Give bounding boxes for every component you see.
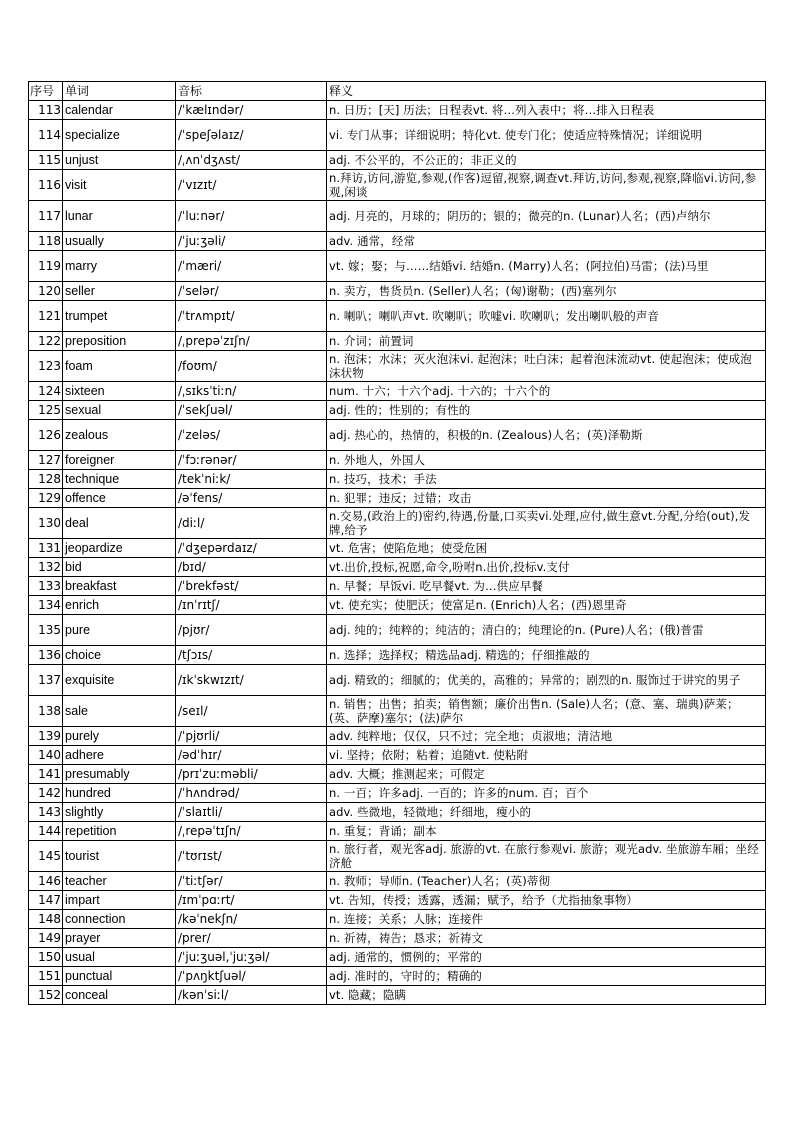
row-word: hundred — [63, 784, 176, 803]
row-number: 126 — [29, 420, 63, 451]
row-word: enrich — [63, 596, 176, 615]
row-word: sale — [63, 696, 176, 727]
table-row — [29, 332, 766, 351]
row-number: 125 — [29, 401, 63, 420]
row-phonetic: /ˈhʌndrəd/ — [176, 784, 327, 803]
table-row — [29, 508, 766, 539]
table-row — [29, 765, 766, 784]
row-phonetic: /ˈjuːʒuəl,ˈjuːʒəl/ — [176, 948, 327, 967]
row-number: 113 — [29, 101, 63, 120]
row-definition: n. 泡沫；水沫；灭火泡沫vi. 起泡沫；吐白沫；起着泡沫流动vt. 使起泡沫；使成泡沫状物 — [327, 351, 766, 382]
table-body — [29, 101, 766, 1005]
row-phonetic: /seɪl/ — [176, 696, 327, 727]
row-word: specialize — [63, 120, 176, 151]
row-definition: n. 喇叭；喇叭声vt. 吹喇叭；吹嘘vi. 吹喇叭；发出喇叭般的声音 — [327, 301, 766, 332]
row-word: seller — [63, 282, 176, 301]
row-number: 118 — [29, 232, 63, 251]
row-word: foreigner — [63, 451, 176, 470]
row-phonetic: /ˈfɔːrənər/ — [176, 451, 327, 470]
row-phonetic: /ˈtiːtʃər/ — [176, 872, 327, 891]
row-definition: adv. 通常，经常 — [327, 232, 766, 251]
row-phonetic: /ˈpjʊrli/ — [176, 727, 327, 746]
row-word: exquisite — [63, 665, 176, 696]
row-word: deal — [63, 508, 176, 539]
table-row — [29, 986, 766, 1005]
row-phonetic: /ˈjuːʒəli/ — [176, 232, 327, 251]
row-number: 146 — [29, 872, 63, 891]
row-definition: adj. 准时的，守时的；精确的 — [327, 967, 766, 986]
row-phonetic: /bɪd/ — [176, 558, 327, 577]
row-definition: vt. 告知，传授；透露，透漏；赋予，给予（尤指抽象事物） — [327, 891, 766, 910]
row-number: 136 — [29, 646, 63, 665]
row-definition: adj. 月亮的，月球的；阴历的；银的；微亮的n. (Lunar)人名；(西)卢纳尔 — [327, 201, 766, 232]
row-number: 142 — [29, 784, 63, 803]
row-definition: adj. 通常的，惯例的；平常的 — [327, 948, 766, 967]
table-row — [29, 784, 766, 803]
row-word: choice — [63, 646, 176, 665]
row-definition: vt. 危害；使陷危地；使受危困 — [327, 539, 766, 558]
table-row — [29, 929, 766, 948]
row-phonetic: /prɪˈzuːməbli/ — [176, 765, 327, 784]
row-phonetic: /ˌrepəˈtɪʃn/ — [176, 822, 327, 841]
row-definition: vi. 坚持；依附；粘着；追随vt. 使粘附 — [327, 746, 766, 765]
row-number: 138 — [29, 696, 63, 727]
row-phonetic: /ˈselər/ — [176, 282, 327, 301]
row-number: 121 — [29, 301, 63, 332]
table-row — [29, 301, 766, 332]
table-row — [29, 558, 766, 577]
row-definition: n. 介词；前置词 — [327, 332, 766, 351]
row-definition: n. 日历；[天] 历法；日程表vt. 将…列入表中；将…排入日程表 — [327, 101, 766, 120]
table-row — [29, 646, 766, 665]
row-word: adhere — [63, 746, 176, 765]
row-definition: vt. 嫁；娶；与……结婚vi. 结婚n. (Marry)人名；(阿拉伯)马雷；(法)马里 — [327, 251, 766, 282]
row-definition: n. 一百；许多adj. 一百的；许多的num. 百；百个 — [327, 784, 766, 803]
row-word: connection — [63, 910, 176, 929]
table-row — [29, 822, 766, 841]
row-number: 148 — [29, 910, 63, 929]
row-number: 131 — [29, 539, 63, 558]
table-header-row — [29, 82, 766, 101]
row-definition: n. 外地人，外国人 — [327, 451, 766, 470]
row-word: visit — [63, 170, 176, 201]
row-definition: vt.出价,投标,祝愿,命令,吩咐n.出价,投标v.支付 — [327, 558, 766, 577]
row-definition: adv. 些微地，轻微地；纤细地，瘦小的 — [327, 803, 766, 822]
row-word: marry — [63, 251, 176, 282]
table-row — [29, 120, 766, 151]
row-definition: n. 旅行者，观光客adj. 旅游的vt. 在旅行参观vi. 旅游；观光adv. 坐旅游车厢；坐经济舱 — [327, 841, 766, 872]
row-number: 132 — [29, 558, 63, 577]
table-row — [29, 101, 766, 120]
row-word: repetition — [63, 822, 176, 841]
table-row — [29, 470, 766, 489]
table-row — [29, 282, 766, 301]
row-definition: vt. 隐藏；隐瞒 — [327, 986, 766, 1005]
row-phonetic: /ɪnˈrɪtʃ/ — [176, 596, 327, 615]
table-row — [29, 382, 766, 401]
row-phonetic: /ˈpʌŋktʃuəl/ — [176, 967, 327, 986]
table-row — [29, 841, 766, 872]
row-number: 139 — [29, 727, 63, 746]
table-row — [29, 803, 766, 822]
row-number: 134 — [29, 596, 63, 615]
row-word: foam — [63, 351, 176, 382]
row-phonetic: /ˌsɪksˈtiːn/ — [176, 382, 327, 401]
row-definition: adv. 大概；推测起来；可假定 — [327, 765, 766, 784]
row-number: 144 — [29, 822, 63, 841]
table-row — [29, 170, 766, 201]
table-row — [29, 967, 766, 986]
row-phonetic: /ˈkælɪndər/ — [176, 101, 327, 120]
header-phonetic: 音标 — [176, 82, 327, 101]
row-word: presumably — [63, 765, 176, 784]
row-number: 124 — [29, 382, 63, 401]
row-phonetic: /ədˈhɪr/ — [176, 746, 327, 765]
row-phonetic: /tekˈniːk/ — [176, 470, 327, 489]
row-word: prayer — [63, 929, 176, 948]
row-definition: adv. 纯粹地；仅仅，只不过；完全地；贞淑地；清洁地 — [327, 727, 766, 746]
row-phonetic: /ˈmæri/ — [176, 251, 327, 282]
row-word: punctual — [63, 967, 176, 986]
row-word: trumpet — [63, 301, 176, 332]
row-phonetic: /ˈdʒepərdaɪz/ — [176, 539, 327, 558]
row-definition: n.交易,(政治上的)密约,待遇,份量,口买卖vi.处理,应付,做生意vt.分配,分给(out),发牌,给予 — [327, 508, 766, 539]
row-word: impart — [63, 891, 176, 910]
row-word: bid — [63, 558, 176, 577]
row-number: 151 — [29, 967, 63, 986]
row-phonetic: /ˈspeʃəlaɪz/ — [176, 120, 327, 151]
header-definition: 释义 — [327, 82, 766, 101]
row-phonetic: /ɪmˈpɑːrt/ — [176, 891, 327, 910]
row-number: 145 — [29, 841, 63, 872]
row-phonetic: /əˈfens/ — [176, 489, 327, 508]
table-row — [29, 251, 766, 282]
vocabulary-table — [28, 81, 766, 1005]
row-definition: n. 销售；出售；拍卖；销售额；廉价出售n. (Sale)人名；(意、塞、瑞典)萨莱；(英、萨摩)塞尔；(法)萨尔 — [327, 696, 766, 727]
row-number: 141 — [29, 765, 63, 784]
row-phonetic: /ˈbrekfəst/ — [176, 577, 327, 596]
row-definition: adj. 性的；性别的；有性的 — [327, 401, 766, 420]
table-row — [29, 746, 766, 765]
row-phonetic: /kəˈnekʃn/ — [176, 910, 327, 929]
table-row — [29, 151, 766, 170]
row-phonetic: /pjʊr/ — [176, 615, 327, 646]
table-row — [29, 201, 766, 232]
row-phonetic: /ɪkˈskwɪzɪt/ — [176, 665, 327, 696]
row-number: 133 — [29, 577, 63, 596]
row-definition: n. 重复；背诵；副本 — [327, 822, 766, 841]
row-phonetic: /ˈtʊrɪst/ — [176, 841, 327, 872]
row-word: unjust — [63, 151, 176, 170]
row-number: 128 — [29, 470, 63, 489]
table-row — [29, 451, 766, 470]
row-word: offence — [63, 489, 176, 508]
row-number: 147 — [29, 891, 63, 910]
table-row — [29, 948, 766, 967]
row-word: calendar — [63, 101, 176, 120]
table-row — [29, 232, 766, 251]
row-definition: num. 十六；十六个adj. 十六的；十六个的 — [327, 382, 766, 401]
row-phonetic: /ˌprepəˈzɪʃn/ — [176, 332, 327, 351]
row-definition: n. 连接；关系；人脉；连接件 — [327, 910, 766, 929]
row-phonetic: /kənˈsiːl/ — [176, 986, 327, 1005]
row-number: 114 — [29, 120, 63, 151]
row-phonetic: /diːl/ — [176, 508, 327, 539]
row-word: lunar — [63, 201, 176, 232]
row-number: 127 — [29, 451, 63, 470]
row-definition: n.拜访,访问,游览,参观,(作客)逗留,视察,调查vt.拜访,访问,参观,视察,降临vi.访问,参观,闲谈 — [327, 170, 766, 201]
row-phonetic: /ˈvɪzɪt/ — [176, 170, 327, 201]
row-number: 149 — [29, 929, 63, 948]
row-definition: n. 早餐；早饭vi. 吃早餐vt. 为…供应早餐 — [327, 577, 766, 596]
row-definition: adj. 纯的；纯粹的；纯洁的；清白的；纯理论的n. (Pure)人名；(俄)普雷 — [327, 615, 766, 646]
row-phonetic: /ˈzeləs/ — [176, 420, 327, 451]
row-word: sixteen — [63, 382, 176, 401]
table-row — [29, 577, 766, 596]
table-row — [29, 420, 766, 451]
row-definition: n. 选择；选择权；精选品adj. 精选的；仔细推敲的 — [327, 646, 766, 665]
row-definition: adj. 不公平的，不公正的；非正义的 — [327, 151, 766, 170]
row-phonetic: /foʊm/ — [176, 351, 327, 382]
row-number: 135 — [29, 615, 63, 646]
row-number: 150 — [29, 948, 63, 967]
row-phonetic: /tʃɔɪs/ — [176, 646, 327, 665]
header-number: 序号 — [29, 82, 63, 101]
row-number: 129 — [29, 489, 63, 508]
table-row — [29, 696, 766, 727]
row-word: preposition — [63, 332, 176, 351]
row-word: pure — [63, 615, 176, 646]
row-definition: n. 技巧，技术；手法 — [327, 470, 766, 489]
row-number: 117 — [29, 201, 63, 232]
row-word: breakfast — [63, 577, 176, 596]
row-phonetic: /prer/ — [176, 929, 327, 948]
table-row — [29, 351, 766, 382]
row-number: 130 — [29, 508, 63, 539]
table-row — [29, 891, 766, 910]
row-word: technique — [63, 470, 176, 489]
row-number: 119 — [29, 251, 63, 282]
table-row — [29, 910, 766, 929]
header-word: 单词 — [63, 82, 176, 101]
row-definition: adj. 热心的，热情的，积极的n. (Zealous)人名；(英)泽勒斯 — [327, 420, 766, 451]
row-number: 143 — [29, 803, 63, 822]
row-phonetic: /ˈslaɪtli/ — [176, 803, 327, 822]
row-definition: adj. 精致的；细腻的；优美的，高雅的；异常的；剧烈的n. 服饰过于讲究的男子 — [327, 665, 766, 696]
row-phonetic: /ˈtrʌmpɪt/ — [176, 301, 327, 332]
row-number: 120 — [29, 282, 63, 301]
table-row — [29, 539, 766, 558]
row-number: 122 — [29, 332, 63, 351]
row-word: purely — [63, 727, 176, 746]
row-definition: n. 祈祷，祷告；恳求；祈祷文 — [327, 929, 766, 948]
row-phonetic: /ˌʌnˈdʒʌst/ — [176, 151, 327, 170]
row-word: slightly — [63, 803, 176, 822]
row-word: tourist — [63, 841, 176, 872]
table-row — [29, 665, 766, 696]
table-row — [29, 489, 766, 508]
row-word: conceal — [63, 986, 176, 1005]
row-number: 115 — [29, 151, 63, 170]
row-word: teacher — [63, 872, 176, 891]
row-definition: n. 犯罪；违反；过错；攻击 — [327, 489, 766, 508]
table-row — [29, 596, 766, 615]
row-word: jeopardize — [63, 539, 176, 558]
row-definition: vt. 使充实；使肥沃；使富足n. (Enrich)人名；(西)恩里奇 — [327, 596, 766, 615]
row-number: 140 — [29, 746, 63, 765]
row-definition: n. 教师；导师n. (Teacher)人名；(英)蒂彻 — [327, 872, 766, 891]
row-word: sexual — [63, 401, 176, 420]
row-number: 152 — [29, 986, 63, 1005]
table-row — [29, 727, 766, 746]
row-word: usually — [63, 232, 176, 251]
row-number: 123 — [29, 351, 63, 382]
row-phonetic: /ˈsekʃuəl/ — [176, 401, 327, 420]
row-definition: n. 卖方，售货员n. (Seller)人名；(匈)谢勒；(西)塞列尔 — [327, 282, 766, 301]
table-row — [29, 872, 766, 891]
row-word: zealous — [63, 420, 176, 451]
row-definition: vi. 专门从事；详细说明；特化vt. 使专门化；使适应特殊情况；详细说明 — [327, 120, 766, 151]
row-word: usual — [63, 948, 176, 967]
table-row — [29, 615, 766, 646]
row-number: 116 — [29, 170, 63, 201]
row-phonetic: /ˈluːnər/ — [176, 201, 327, 232]
row-number: 137 — [29, 665, 63, 696]
table-row — [29, 401, 766, 420]
